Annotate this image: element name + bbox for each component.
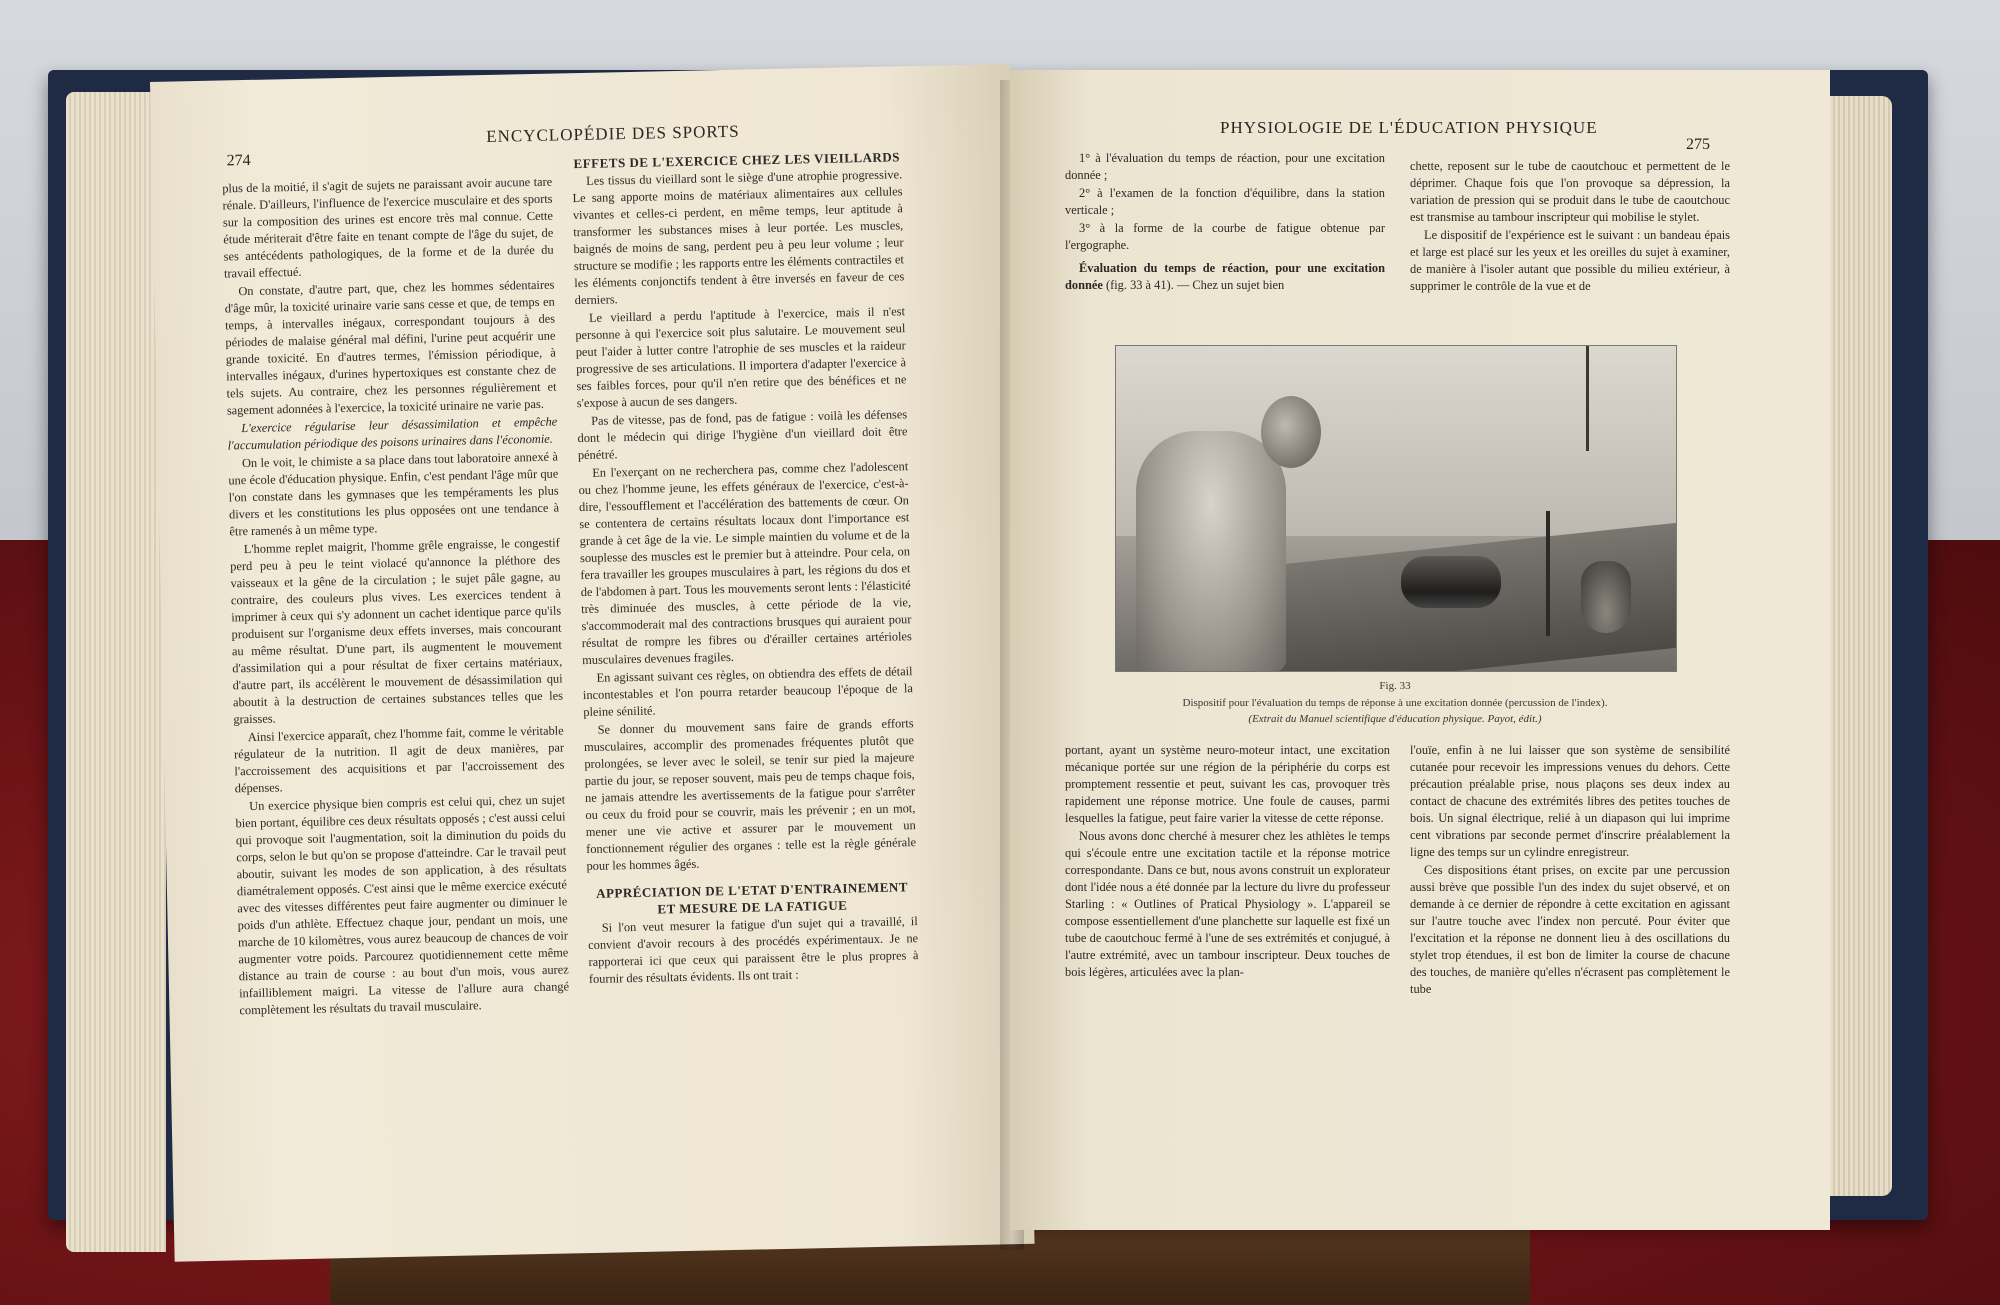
figure-caption: Dispositif pour l'évaluation du temps de réponse à une excitation donnée (percussion de l'index). <box>1182 697 1608 709</box>
running-head-right: PHYSIOLOGIE DE L'ÉDUCATION PHYSIQUE <box>1220 118 1598 137</box>
list-item: 2° à l'examen de la fonction d'équilibre, dans la station verticale ; <box>1065 186 1385 217</box>
section-title: EFFETS DE L'EXERCICE CHEZ LES VIEILLARDS <box>573 149 901 172</box>
page-number-left: 274 <box>226 151 251 170</box>
paragraph: Le dispositif de l'expérience est le suivant : un bandeau épais et large est placé sur les yeux et les oreilles du sujet à examiner, de manière à l'isoler autant que possible du milieu extérieur, à supprimer le contrôle de la vue et de <box>1410 228 1730 293</box>
figure-source: (Extrait du Manuel scientifique d'éducation physique. Payot, édit.) <box>1248 713 1542 725</box>
photo-examiner-head <box>1261 396 1321 468</box>
section-title: APPRÉCIATION DE L'ETAT D'ENTRAINEMENT ET MESURE DE LA FATIGUE <box>595 879 909 917</box>
figure-label: Fig. 33 <box>1379 680 1411 692</box>
page-edges-left <box>66 92 166 1252</box>
list-item: 3° à la forme de la courbe de fatigue obtenue par l'ergographe. <box>1065 221 1385 252</box>
paragraph: L'homme replet maigrit, l'homme grêle engraisse, le congestif perd peu à peu le teint violacé qu'annonce la pléthore des vaisseaux et la gêne de la circulation ; le sujet pâle gagne, au contraire, des couleurs plus vives. Les exercices tendent à imprimer à ceux qui s'y adonnent un cachet identique parce qu'ils produisent sur l'organisme deux effets inverses, mais concourant au même résultat. D'une part, ils augmentent le mouvement d'assimilation qui a pour résultat de fixer certains matériaux, d'autre part, ils accélèrent le mouvement de désassimilation qui aboutit à la destruction de certaines substances telles que les graisses. <box>230 535 564 727</box>
section-title-inline: Évaluation du temps de réaction, pour une excitation donnée <box>1065 261 1385 292</box>
figure-33-photo <box>1115 345 1677 672</box>
photo-lab-stand <box>1546 511 1550 636</box>
paragraph: Se donner du mouvement sans faire de grands efforts musculaires, accomplir des promenades fréquentes plutôt que prolongées, se lever avec le soleil, se tenir sur pied la majeure partie du jour, se reposer souvent, mais peu de temps chaque fois, ne jamais attendre les avertissements de la fatigue pour s'arrêter ou ceux du froid pour se couvrir, mais les prévenir ; en un mot, mener une vie active et assurer par le mouvement un fonctionnement régulier des organes : telle est la règle générale pour les hommes âgés. <box>583 716 917 874</box>
paragraph: l'ouïe, enfin à ne lui laisser que son système de sensibilité cutanée pour recevoir les impressions venues du dehors. Cette précaution préalable prise, nous plaçons ses deux index au contact de chacune des extrémités libres des petites touches de bois. Un signal électrique, relié à un diapason qui lui imprime cent vibrations par seconde permet d'inscrire préalablement la ligne des temps sur un cylindre enregistreur. <box>1410 743 1730 859</box>
paragraph: plus de la moitié, il s'agit de sujets ne paraissant avoir aucune tare rénale. D'ailleurs, l'influence de l'exercice musculaire et des sports sur la composition des urines est encore très mal connue. Cette étude mériterait d'être faite en tenant compte de l'âge du sujet, de ses antécédents pathologiques, de la forme et de la durée du travail effectué. <box>222 174 554 281</box>
figure-reference: (fig. 33 à 41). — Chez un sujet bien <box>1105 278 1285 292</box>
right-column-top-right <box>1410 158 1730 296</box>
photo-flask <box>1581 561 1631 633</box>
right-column-bottom-right <box>1410 742 1730 999</box>
paragraph: Si l'on veut mesurer la fatigue d'un sujet qui a travaillé, il convient d'avoir recours à des procédés expérimentaux. Je ne rapporterai ici que ceux qui paraissent être le plus propres à fournir des résultats évidents. Ils ont trait : <box>588 914 919 987</box>
right-column-top-left <box>1065 150 1385 295</box>
paragraph: Nous avons donc cherché à mesurer chez les athlètes le temps qui s'écoule entre une excitation tactile et la réponse motrice correspondante. Dans ce but, nous avons construit un explorateur dont l'idée nous a été donnée par la lecture du livre du professeur Starling : « Outlines of Pratical Physiology ». L'appareil se compose essentiellement d'une planchette sur laquelle est fixé un tube de caoutchouc fermé à l'une de ses extrémités et conjugué, à l'autre extrémité, avec un tambour inscripteur. Deux touches de bois légères, articulées avec la plan- <box>1065 829 1390 979</box>
paragraph: Les tissus du vieillard sont le siège d'une atrophie progressive. Le sang apporte moins de matériaux alimentaires aux cellules vivantes et celles-ci perdent, en même temps, leur aptitude à transformer les substances mises à leur portée. Les muscles, baignés de moins de sang, perdent peu à peu leur volume ; leur structure se modifie ; les rapports entre les éléments contractiles et les éléments conjonctifs tendent à être inversés en faveur de ces derniers. <box>572 167 905 308</box>
paragraph <box>1065 260 1385 294</box>
paragraph: Ces dispositions étant prises, on excite par une percussion aussi brève que possible l'un des index du sujet observé, et on demande à ce dernier de répondre à cette excitation en agissant sur l'autre touche avec l'index non percuté. Pour éviter que l'excitation et la réponse ne donnent lieu à des oscillations du stylet trop étendues, il est bon de limiter la course de chacune des touches, de manière qu'elles n'écrasent pas complètement le tube <box>1410 863 1730 996</box>
paragraph: Un exercice physique bien compris est celui qui, chez un sujet bien portant, équilibre ces deux résultats opposés ; c'est aussi celui qui provoque soit l'augmentation, soit la diminution du poids du corps, selon le but qu'on se propose d'atteindre. Car le travail peut aboutir, suivant les modes de son application, à des résultats diamétralement opposés. C'est ainsi que le même exercice exécuté avec des vitesses différentes peut faire augmenter ou diminuer le poids d'un athlète. Effectuez chaque jour, pendant un mois, une marche de 10 kilomètres, vous aurez beaucoup de chances de voir augmenter votre poids. Parcourez quotidiennement cette même distance au train de course : au bout d'un mois, vous aurez infailliblement maigri. La vitesse de l'allure aura changé complètement les résultats du travail musculaire. <box>235 792 570 1018</box>
page-number-right: 275 <box>1686 136 1710 153</box>
left-page <box>150 64 1035 1262</box>
paragraph: Pas de vitesse, pas de fond, pas de fatigue : voilà les défenses dont le médecin qui dirige l'hygiène d'un vieillard doit être pénétré. <box>577 407 908 463</box>
paragraph: En l'exerçant on ne recherchera pas, comme chez l'adolescent ou chez l'homme jeune, les effets généraux de l'exercice, c'est-à-dire, l'essoufflement et l'accélération des battements de cœur. On se contentera de certains résultats locaux dont l'importance est grande à cet âge de la vie. Le simple maintien du volume et de la souplesse des muscles est le premier but à atteindre. Pour cela, on fera travailler les groupes musculaires à part, les régions du dos et de l'abdomen à part. Tous les mouvements seront lents : l'élasticité très diminuée des muscles, à cette période de la vie, s'accommoderait mal des contractions brusques qui auraient pour résultat de rompre les fibres ou d'érailler certaines artérioles musculaires devenues fragiles. <box>578 459 912 668</box>
photo-hanging-rod <box>1586 346 1589 451</box>
right-column-bottom-left <box>1065 742 1390 982</box>
left-column-1 <box>222 174 570 1021</box>
paragraph: Le vieillard a perdu l'aptitude à l'exercice, mais il n'est personne à qui l'exercice soit plus salutaire. Le mouvement seul peut l'aider à lutter contre l'atrophie de ses muscles et la raideur progressive de ses articulations. Il importera d'adapter l'exercice à ses faibles forces, pour qu'il n'en retire que des bénéfices et ne s'expose à aucun de ses dangers. <box>575 304 907 411</box>
paragraph: En agissant suivant ces règles, on obtiendra des effets de détail incontestables et l'on pourra retarder beaucoup l'époque de la pleine sénilité. <box>582 664 914 720</box>
paragraph: portant, ayant un système neuro-moteur intact, une excitation mécanique portée sur une région de la périphérie du corps est promptement ressentie et peut, suivant les cas, provoquer très rapidement une réponse motrice. Une foule de causes, parmi lesquelles la fatigue, peut faire varier la vitesse de cette réponse. <box>1065 743 1390 825</box>
right-page <box>1010 70 1830 1230</box>
paragraph-italic: L'exercice régularise leur désassimilation et empêche l'accumulation périodique des poisons urinaires dans l'économie. <box>227 414 558 453</box>
page-edges-right <box>1820 96 1892 1196</box>
paragraph: Ainsi l'exercice apparaît, chez l'homme fait, comme le véritable régulateur de la nutrition. Il agit de deux manières, par l'accroissement des acquisitions et par l'accroissement des dépenses. <box>233 723 565 796</box>
left-column-2 <box>572 148 919 989</box>
list-item: 1° à l'évaluation du temps de réaction, pour une excitation donnée ; <box>1065 151 1385 182</box>
photo-blindfolded-subject <box>1136 431 1286 671</box>
paragraph: chette, reposent sur le tube de caoutchouc et permettent de le déprimer. Chaque fois que l'on provoque sa dépression, la variation de pression qui se produit dans le tube de caoutchouc est transmise au tambour inscripteur qui mobilise le stylet. <box>1410 159 1730 224</box>
paragraph: On constate, d'autre part, que, chez les hommes sédentaires d'âge mûr, la toxicité urinaire varie sans cesse et que, de temps en temps, à intervalles inégaux, correspondant toujours à des périodes de malaise général mal défini, l'urine peut acquérir une grande toxicité. En d'autres termes, l'émission périodique, à intervalles inégaux, d'urines hypertoxiques est constante chez de tels sujets. Au contraire, chez les personnes régulièrement et sagement adonnées à l'exercice, la toxicité urinaire ne varie pas. <box>224 277 557 418</box>
running-head-left: ENCYCLOPÉDIE DES SPORTS <box>486 121 740 146</box>
photo-recording-cylinder <box>1401 556 1501 608</box>
paragraph: On le voit, le chimiste a sa place dans tout laboratoire annexé à une école d'éducation physique. Enfin, c'est pendant l'âge mûr que l'on constate dans les gymnases que les tempéraments les plus divers et les constitutions les plus opposées ont une tendance à être ramenés à un même type. <box>228 449 560 539</box>
